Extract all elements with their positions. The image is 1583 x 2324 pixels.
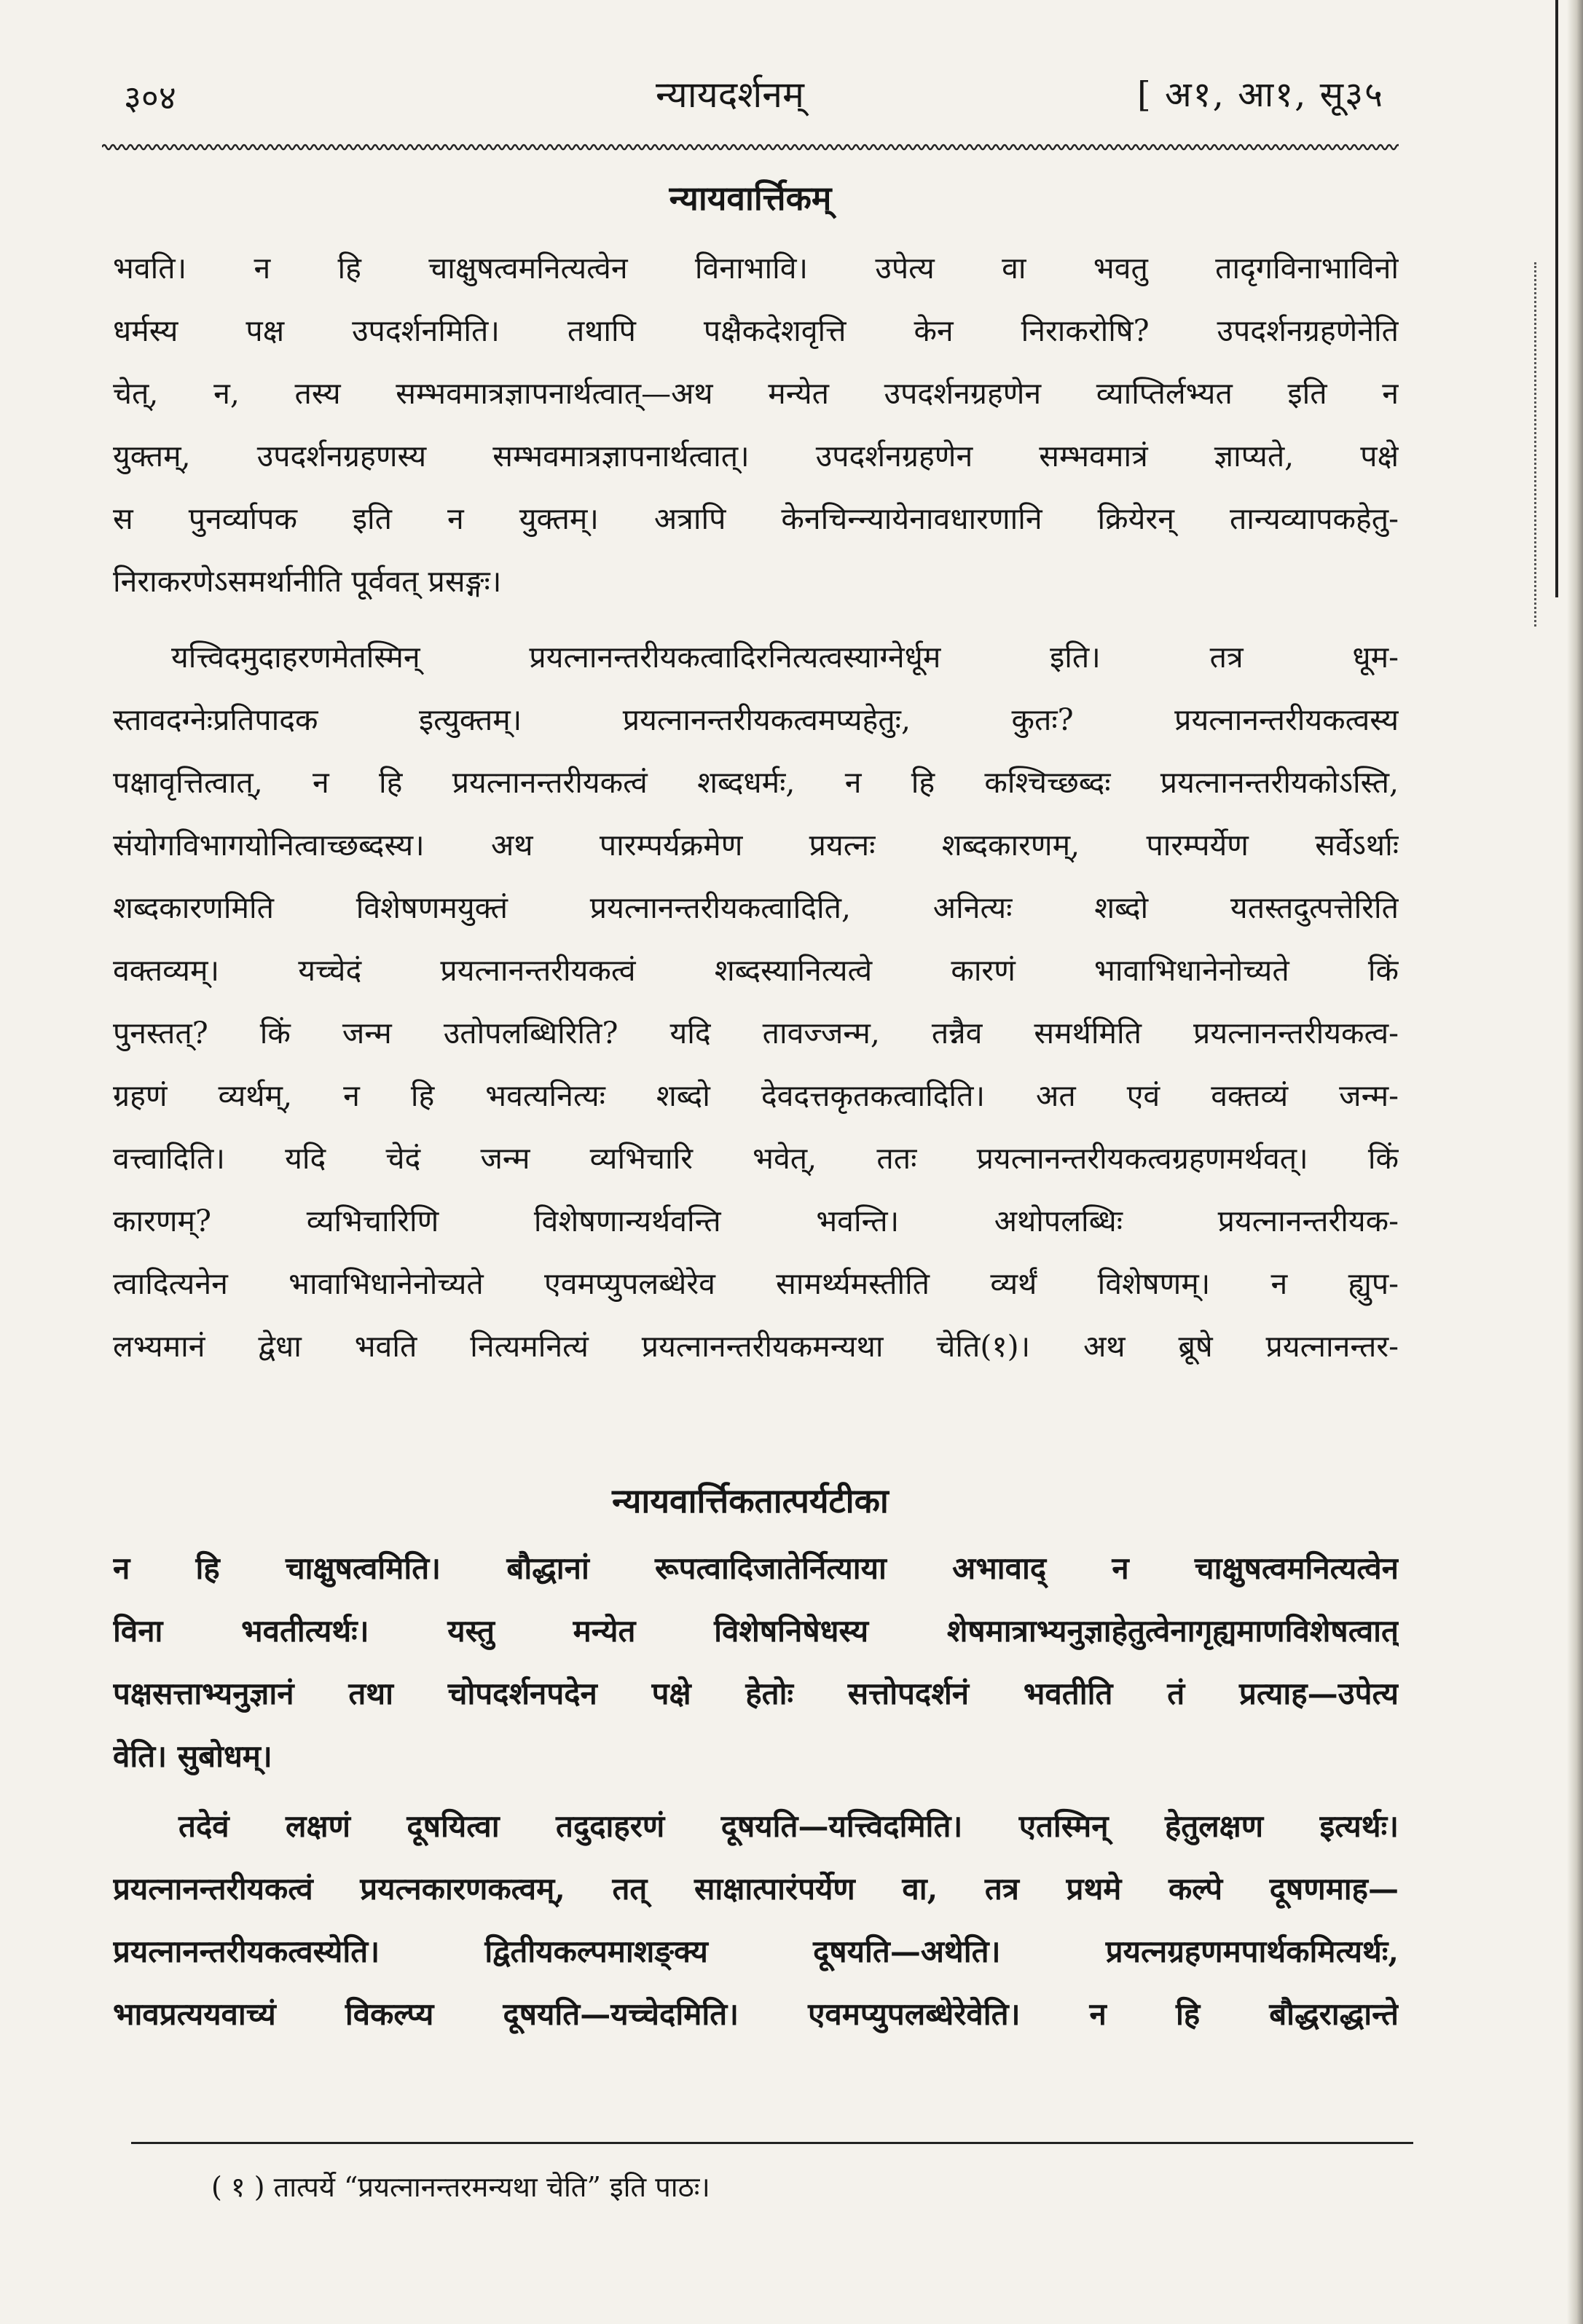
binding-rule	[1555, 0, 1558, 597]
text-line: धर्मस्य पक्ष उपदर्शनमिति। तथापि पक्षैकदेशवृत्ति केन निराकरोषि? उपदर्शनग्रहणेनेति	[113, 313, 1399, 348]
footnote-rule	[131, 2142, 1413, 2144]
text-line: लभ्यमानं द्वेधा भवति नित्यमनित्यं प्रयत्नानन्तरीयकमन्यथा चेति(१)। अथ ब्रूषे प्रयत्नानन्तर-	[113, 1329, 1399, 1364]
text-line: त्वादित्यनेन भावाभिधानेनोच्यते एवमप्युपलब्धेरेव सामर्थ्यमस्तीति व्यर्थं विशेषणम्। न ह्युप-	[113, 1266, 1399, 1301]
text-line: निराकरणेऽसमर्थानीति पूर्ववत् प्रसङ्गः।	[113, 564, 502, 599]
text-line: तदेवं लक्षणं दूषयित्वा तदुदाहरणं दूषयति—यत्त्विदमिति। एतस्मिन् हेतुलक्षण इत्यर्थः।	[178, 1808, 1399, 1844]
text-line: प्रयत्नानन्तरीयकत्वस्येति। द्वितीयकल्पमाशङ्क्य दूषयति—अथेति। प्रयत्नग्रहणमपार्थकमित्यर्थः,	[113, 1934, 1399, 1969]
text-line: स्तावदग्नेःप्रतिपादक इत्युक्तम्। प्रयत्नानन्तरीयकत्वमप्यहेतुः, कुतः? प्रयत्नानन्तरीयकत्वस्य	[113, 702, 1399, 737]
text-line: युक्तम्, उपदर्शनग्रहणस्य सम्भवमात्रज्ञापनार्थत्वात्। उपदर्शनग्रहणेन सम्भवमात्रं ज्ञाप्यते, पक्षे	[113, 439, 1399, 474]
section-heading-vartika: न्यायवार्त्तिकम्	[669, 178, 832, 218]
footnote: ( १ ) तात्पर्ये “प्रयत्नानन्तरमन्यथा चेति” इति पाठः।	[211, 2171, 710, 2203]
text-line: विना भवतीत्यर्थः। यस्तु मन्येत विशेषनिषेधस्य शेषमात्राभ्यनुज्ञाहेतुत्वेनागृह्यमाणविशेषत्वात्	[113, 1613, 1399, 1649]
binding-marks	[1534, 262, 1551, 627]
text-line: प्रयत्नानन्तरीयकत्वं प्रयत्नकारणकत्वम्, तत् साक्षात्पारंपर्येण वा, तत्र प्रथमे कल्पे दूषणमाह—	[113, 1871, 1399, 1907]
page-number: ३०४	[124, 78, 176, 117]
page-header	[102, 67, 1399, 125]
section-reference: [ अ१, आ१, सू३५	[1136, 74, 1384, 115]
wavy-header-rule	[102, 142, 1399, 152]
text-line: शब्दकारणमिति विशेषणमयुक्तं प्रयत्नानन्तरीयकत्वादिति, अनित्यः शब्दो यतस्तदुत्पत्तेरिति	[113, 890, 1399, 925]
text-line: यत्त्विदमुदाहरणमेतस्मिन् प्रयत्नानन्तरीयकत्वादिरनित्यत्वस्याग्नेर्धूम इति। तत्र धूम-	[171, 640, 1399, 675]
text-line: वक्तव्यम्। यच्चेदं प्रयत्नानन्तरीयकत्वं शब्दस्यानित्यत्वे कारणं भावाभिधानेनोच्यते किं	[113, 953, 1399, 988]
text-line: स पुनर्व्यापक इति न युक्तम्। अत्रापि केनचिन्न्यायेनावधारणानि क्रियेरन् तान्यव्यापकहेतु-	[113, 501, 1399, 536]
binding-edge	[1567, 0, 1583, 2324]
text-line: भवति। न हि चाक्षुषत्वमनित्यत्वेन विनाभावि। उपेत्य वा भवतु तादृगविनाभाविनो	[113, 251, 1399, 286]
section-heading-tika: न्यायवार्त्तिकतात्पर्यटीका	[612, 1481, 889, 1520]
text-line: न हि चाक्षुषत्वमिति। बौद्धानां रूपत्वादिजातेर्नित्याया अभावाद् न चाक्षुषत्वमनित्यत्वेन	[113, 1550, 1399, 1586]
text-line: वत्त्वादिति। यदि चेदं जन्म व्यभिचारि भवेत्, ततः प्रयत्नानन्तरीयकत्वग्रहणमर्थवत्। किं	[113, 1141, 1399, 1176]
text-line: पक्षावृत्तित्वात्, न हि प्रयत्नानन्तरीयकत्वं शब्दधर्मः, न हि कश्चिच्छब्दः प्रयत्नानन्तरीयकोऽस्ति,	[113, 765, 1399, 800]
vartika-text-block	[113, 237, 1399, 1378]
tika-text-block	[113, 1537, 1399, 2046]
text-line: पक्षसत्ताभ्यनुज्ञानं तथा चोपदर्शनपदेन पक्षे हेतोः सत्तोपदर्शनं भवतीति तं प्रत्याह—उपेत्य	[113, 1676, 1399, 1711]
text-line: भावप्रत्ययवाच्यं विकल्प्य दूषयति—यच्चेदमिति। एवमप्युपलब्धेरेवेति। न हि बौद्धराद्धान्ते	[113, 1996, 1399, 2032]
text-line: पुनस्तत्? किं जन्म उतोपलब्धिरिति? यदि तावज्जन्म, तन्नैव समर्थमिति प्रयत्नानन्तरीयकत्व-	[113, 1016, 1399, 1051]
text-line: कारणम्? व्यभिचारिणि विशेषणान्यर्थवन्ति भवन्ति। अथोपलब्धिः प्रयत्नानन्तरीयक-	[113, 1204, 1399, 1238]
text-line: संयोगविभागयोनित्वाच्छब्दस्य। अथ पारम्पर्यक्रमेण प्रयत्नः शब्दकारणम्, पारम्पर्येण सर्वेऽर्थाः	[113, 828, 1399, 863]
running-title: न्यायदर्शनम्	[656, 74, 804, 116]
text-line: वेति। सुबोधम्।	[113, 1738, 272, 1774]
text-line: ग्रहणं व्यर्थम्, न हि भवत्यनित्यः शब्दो देवदत्तकृतकत्वादिति। अत एवं वक्तव्यं जन्म-	[113, 1078, 1399, 1113]
text-line: चेत्, न, तस्य सम्भवमात्रज्ञापनार्थत्वात्—अथ मन्येत उपदर्शनग्रहणेन व्याप्तिर्लभ्यत इति न	[113, 376, 1399, 411]
